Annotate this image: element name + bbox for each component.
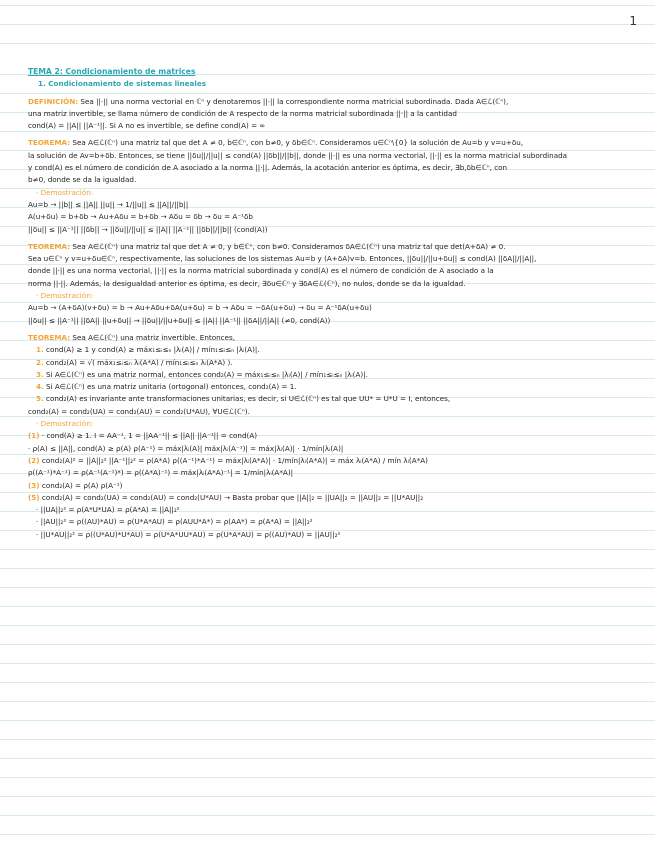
theorem-label: TEOREMA: xyxy=(28,332,71,342)
proof-line: Au=b → ||b|| ≤ ||A|| ||u|| → 1/||u|| ≤ ||A||/||b|| xyxy=(28,199,189,209)
item-number: 4. xyxy=(36,382,44,392)
proof-line: · ||UA||₂² = ρ(A*U*UA) = ρ(A*A) = ||A||₂² xyxy=(36,505,180,515)
item-number: 1. xyxy=(36,345,44,355)
item-number: 2. xyxy=(36,357,44,367)
theorem-line: la solución de Av=b+δb. Entonces, se tiene ||δu||/||u|| ≤ cond(A) ||δb||/||b||, donde ||·|| es una norma vectorial, ||·|| es la norma matricial subordinada xyxy=(28,150,568,160)
proof-line: · ||U*AU||₂² = ρ((U*AU)*U*AU) = ρ(U*A*UU*AU) = ρ(U*A*AU) = ρ((AU)*AU) = ||AU||₂² xyxy=(36,529,341,539)
page-number: 1 xyxy=(629,14,637,28)
proof-label: · Demostración: xyxy=(36,419,94,429)
item-number: 5. xyxy=(36,394,44,404)
proof-line: A(u+δu) = b+δb → Au+Aδu = b+δb → Aδu = δb → δu = A⁻¹δb xyxy=(28,212,253,222)
theorem-line: b≠0, donde se da la igualdad. xyxy=(28,175,137,185)
theorem-block xyxy=(28,241,628,290)
proof-line: cond₂(A)² = ||A||₂² ||A⁻¹||₂² = ρ(A*A) ρ((A⁻¹)*A⁻¹) = máx|λᵢ(A*A)| · 1/mín|λᵢ(A*A)| = máx λᵢ(A*A) / mín λᵢ(A*A) xyxy=(41,455,428,465)
definition-block xyxy=(28,96,628,133)
theorem-item: Si A∈ℒ(ℂⁿ) es una matriz normal, entonces cond₂(A) = máx₁≤ᵢ≤ₙ |λᵢ(A)| / mín₁≤ᵢ≤ₙ |λᵢ(A)|. xyxy=(46,369,368,379)
proof-line: ρ((A⁻¹)*A⁻¹) = ρ(A⁻¹(A⁻¹)*) = ρ((A*A)⁻¹) = máx|λᵢ(A*A)⁻¹| = 1/mín|λᵢ(A*A)| xyxy=(28,468,294,478)
theorem-item: cond₂(A) = √( máx₁≤ᵢ≤ₙ λᵢ(A*A) / mín₁≤ᵢ≤ₙ λᵢ(A*A) ). xyxy=(46,357,233,367)
proof-line: · cond(A) ≥ 1. I = AA⁻¹, 1 = ||AA⁻¹|| ≤ ||A|| ||A⁻¹|| = cond(A) xyxy=(41,431,258,441)
proof-line: Au=b → (A+δA)(v+δu) = b → Au+Aδu+δA(u+δu) = b → Aδu = −δA(u+δu) → δu = A⁻¹δA(u+δu) xyxy=(28,303,372,313)
proof-step-number: (2) xyxy=(28,455,40,465)
definition-line: cond(A) = ||A|| ||A⁻¹||. Si A no es invertible, se define cond(A) = ∞ xyxy=(28,121,266,131)
notes-content xyxy=(28,66,628,541)
theorem-line: Sea A∈ℒ(ℂⁿ) una matriz tal que det A ≠ 0, y b∈ℂⁿ, con b≠0. Consideramos δA∈ℒ(ℂⁿ) una matriz tal que det(A+δA) ≠ 0. xyxy=(72,241,506,251)
proof-step-number: (1) xyxy=(28,431,40,441)
subsection-title: 1. Condicionamiento de sistemas lineales xyxy=(38,79,206,89)
theorem-line: Sea A∈ℒ(ℂⁿ) una matriz tal que det A ≠ 0, b∈ℂⁿ, con b≠0, y δb∈ℂⁿ. Consideramos u∈ℂⁿ\{0} la solución de Au=b y v=u+δu, xyxy=(72,138,524,148)
proof-line: ||δu|| ≤ ||A⁻¹|| ||δA|| ||u+δu|| → ||δu||/||u+δu|| ≤ ||A|| ||A⁻¹|| ||δA||/||A|| (≠0, cond(A)) xyxy=(28,315,331,325)
definition-line: una matriz invertible, se llama número de condición de A respecto de la norma matricial subordinada ||·|| a la cantidad xyxy=(28,108,457,118)
proof-block xyxy=(28,430,628,541)
theorem-label: TEOREMA: xyxy=(28,138,71,148)
definition-label: DEFINICIÓN: xyxy=(28,96,79,106)
theorem-line: Sea u∈ℂⁿ y v=u+δu∈ℂⁿ, respectivamente, las soluciones de los sistemas Au=b y (A+δA)v=b. Entonces, ||δu||/||u+δu|| ≤ cond(A) ||δA||/||A||, xyxy=(28,254,537,264)
theorem-block xyxy=(28,137,628,186)
proof-line: cond₂(A) = ρ(A) ρ(A⁻¹) xyxy=(41,480,123,490)
proof-line: ||δu|| ≤ ||A⁻¹|| ||δb|| → ||δu||/||u|| ≤ ||A|| ||A⁻¹|| ||δb||/||b|| (cond(A)) xyxy=(28,224,268,234)
theorem-block xyxy=(28,332,628,418)
theorem-line: norma ||·||. Además, la desigualdad anterior es óptima, es decir, ∃δu∈ℂⁿ y ∃δA∈ℒ(ℂⁿ), no nulos, donde se da la igualdad. xyxy=(28,278,466,288)
theorem-line: Sea A∈ℒ(ℂⁿ) una matriz invertible. Entonces, xyxy=(72,332,236,342)
proof-step-number: (5) xyxy=(28,492,40,502)
proof-block xyxy=(28,302,628,327)
section-title: TEMA 2: Condicionamiento de matrices xyxy=(28,67,196,76)
proof-block xyxy=(28,199,628,236)
proof-line: cond₂(A) = cond₂(UA) = cond₂(AU) = cond₂(U*AU) → Basta probar que ||A||₂ = ||UA||₂ = ||AU||₂ = ||U*AU||₂ xyxy=(41,492,424,502)
theorem-line: cond₂(A) = cond₂(UA) = cond₂(AU) = cond₂(U*AU), ∀U∈ℒ(ℂⁿ). xyxy=(28,406,250,416)
proof-line: · ||AU||₂² = ρ((AU)*AU) = ρ(U*A*AU) = ρ(AUU*A*) = ρ(AA*) = ρ(A*A) = ||A||₂² xyxy=(36,517,313,527)
theorem-item: Si A∈ℒ(ℂⁿ) es una matriz unitaria (ortogonal) entonces, cond₂(A) = 1. xyxy=(46,382,297,392)
theorem-line: donde ||·|| es una norma vectorial, ||·|| es la norma matricial subordinada y cond(A) es el número de condición de A asociado a la xyxy=(28,266,494,276)
theorem-line: y cond(A) es el número de condición de A asociado a la norma ||·||. Además, la acotación anterior es óptima, es decir, ∃b,δb∈ℂⁿ, con xyxy=(28,163,508,173)
item-number: 3. xyxy=(36,369,44,379)
proof-label: · Demostración: xyxy=(36,187,94,197)
definition-line: Sea ||·|| una norma vectorial en ℂⁿ y denotaremos ||·|| la correspondiente norma matricial subordinada. Dada A∈ℒ(ℂⁿ), xyxy=(80,96,509,106)
theorem-label: TEOREMA: xyxy=(28,241,71,251)
theorem-item: cond₂(A) es invariante ante transformaciones unitarias, es decir, si U∈ℒ(ℂⁿ) es tal que UU* = U*U = I, entonces, xyxy=(46,394,451,404)
theorem-item: cond(A) ≥ 1 y cond(A) ≥ máx₁≤ᵢ≤ₙ |λᵢ(A)| / mín₁≤ᵢ≤ₙ |λᵢ(A)|. xyxy=(46,345,260,355)
proof-step-number: (3) xyxy=(28,480,40,490)
proof-label: · Demostración: xyxy=(36,291,94,301)
proof-line: · ρ(A) ≤ ||A||, cond(A) ≥ ρ(A) ρ(A⁻¹) = máx|λᵢ(A)| máx|λᵢ(A⁻¹)| = máx|λᵢ(A)| · 1/mín|λᵢ(A)| xyxy=(28,443,344,453)
